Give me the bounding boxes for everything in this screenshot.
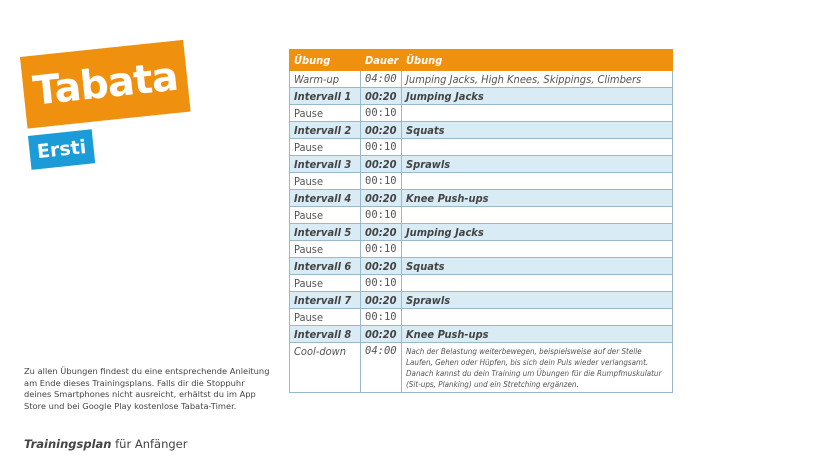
table-row [290, 139, 673, 156]
row-exercise: Jumping Jacks [402, 224, 673, 241]
footer-bold: Trainingsplan [24, 437, 112, 451]
footer [24, 437, 188, 451]
row-name: Pause [290, 139, 361, 156]
row-duration: 00:20 [361, 258, 402, 275]
row-exercise [402, 105, 673, 122]
row-duration: 00:20 [361, 122, 402, 139]
row-name: Pause [290, 173, 361, 190]
row-duration: 00:10 [361, 139, 402, 156]
row-name: Intervall 7 [290, 292, 361, 309]
row-name: Pause [290, 105, 361, 122]
row-duration: 00:20 [361, 156, 402, 173]
table-row [290, 122, 673, 139]
table-row [290, 258, 673, 275]
footer-rest: für Anfänger [111, 437, 188, 451]
table-row [290, 173, 673, 190]
row-duration: 00:20 [361, 224, 402, 241]
header-duration: Dauer [361, 50, 402, 71]
table-row [290, 326, 673, 343]
row-name: Pause [290, 275, 361, 292]
row-exercise [402, 207, 673, 224]
table-row [290, 275, 673, 292]
row-exercise: Knee Push-ups [402, 326, 673, 343]
row-duration: 00:10 [361, 173, 402, 190]
row-exercise: Knee Push-ups [402, 190, 673, 207]
row-duration: 04:00 [361, 343, 402, 393]
row-duration: 04:00 [361, 71, 402, 88]
row-name: Pause [290, 241, 361, 258]
table-row [290, 241, 673, 258]
row-exercise: Sprawls [402, 292, 673, 309]
logo-ersti [28, 129, 95, 170]
row-name: Intervall 5 [290, 224, 361, 241]
table-row [290, 105, 673, 122]
row-duration: 00:10 [361, 241, 402, 258]
table-row [290, 190, 673, 207]
row-exercise: Squats [402, 122, 673, 139]
note-text: Zu allen Übungen findest du eine entsprechende Anleitung am Ende dieses Trainingsplans. Falls dir die Stoppuhr deines Smartphones nicht ausreicht, erhältst du im App Store und bei Google Play kostenlose Tabata-Timer. [24, 366, 270, 411]
table-row [290, 292, 673, 309]
row-name: Intervall 3 [290, 156, 361, 173]
logo-title: Tabata [30, 53, 180, 115]
row-name: Intervall 2 [290, 122, 361, 139]
row-duration: 00:10 [361, 309, 402, 326]
row-name: Intervall 6 [290, 258, 361, 275]
row-exercise: Sprawls [402, 156, 673, 173]
table-header-row [290, 50, 673, 71]
row-exercise [402, 241, 673, 258]
row-name: Intervall 4 [290, 190, 361, 207]
table-row [290, 156, 673, 173]
row-duration: 00:20 [361, 326, 402, 343]
logo-subtitle: Ersti [35, 136, 88, 164]
header-exercise-detail: Übung [402, 50, 673, 71]
row-name: Cool-down [290, 343, 361, 393]
row-name: Intervall 8 [290, 326, 361, 343]
row-duration: 00:20 [361, 292, 402, 309]
row-exercise: Squats [402, 258, 673, 275]
row-duration: 00:10 [361, 105, 402, 122]
table-row [290, 207, 673, 224]
row-exercise [402, 309, 673, 326]
table-row-cooldown [290, 343, 673, 393]
training-table [289, 49, 673, 393]
row-name: Pause [290, 309, 361, 326]
table-row [290, 224, 673, 241]
row-exercise [402, 275, 673, 292]
table-row [290, 88, 673, 105]
logo-tabata [20, 40, 191, 129]
row-exercise [402, 173, 673, 190]
table-row [290, 309, 673, 326]
header-exercise: Übung [290, 50, 361, 71]
table-body [290, 71, 673, 393]
row-duration: 00:20 [361, 88, 402, 105]
row-name: Pause [290, 207, 361, 224]
row-name: Warm-up [290, 71, 361, 88]
row-description: Nach der Belastung weiterbewegen, beispielsweise auf der Stelle Laufen, Gehen oder Hüpfen, bis sich dein Puls wieder verlangsamt. Danach kannst du dein Training um Übungen für die Rumpfmuskulatur (Sit-ups, Planking) und ein Stretching ergänzen. [402, 343, 673, 393]
row-exercise [402, 139, 673, 156]
table-row [290, 71, 673, 88]
row-duration: 00:10 [361, 207, 402, 224]
row-duration: 00:10 [361, 275, 402, 292]
row-name: Intervall 1 [290, 88, 361, 105]
row-exercise: Jumping Jacks [402, 88, 673, 105]
row-duration: 00:20 [361, 190, 402, 207]
row-exercise: Jumping Jacks, High Knees, Skippings, Climbers [402, 71, 673, 88]
